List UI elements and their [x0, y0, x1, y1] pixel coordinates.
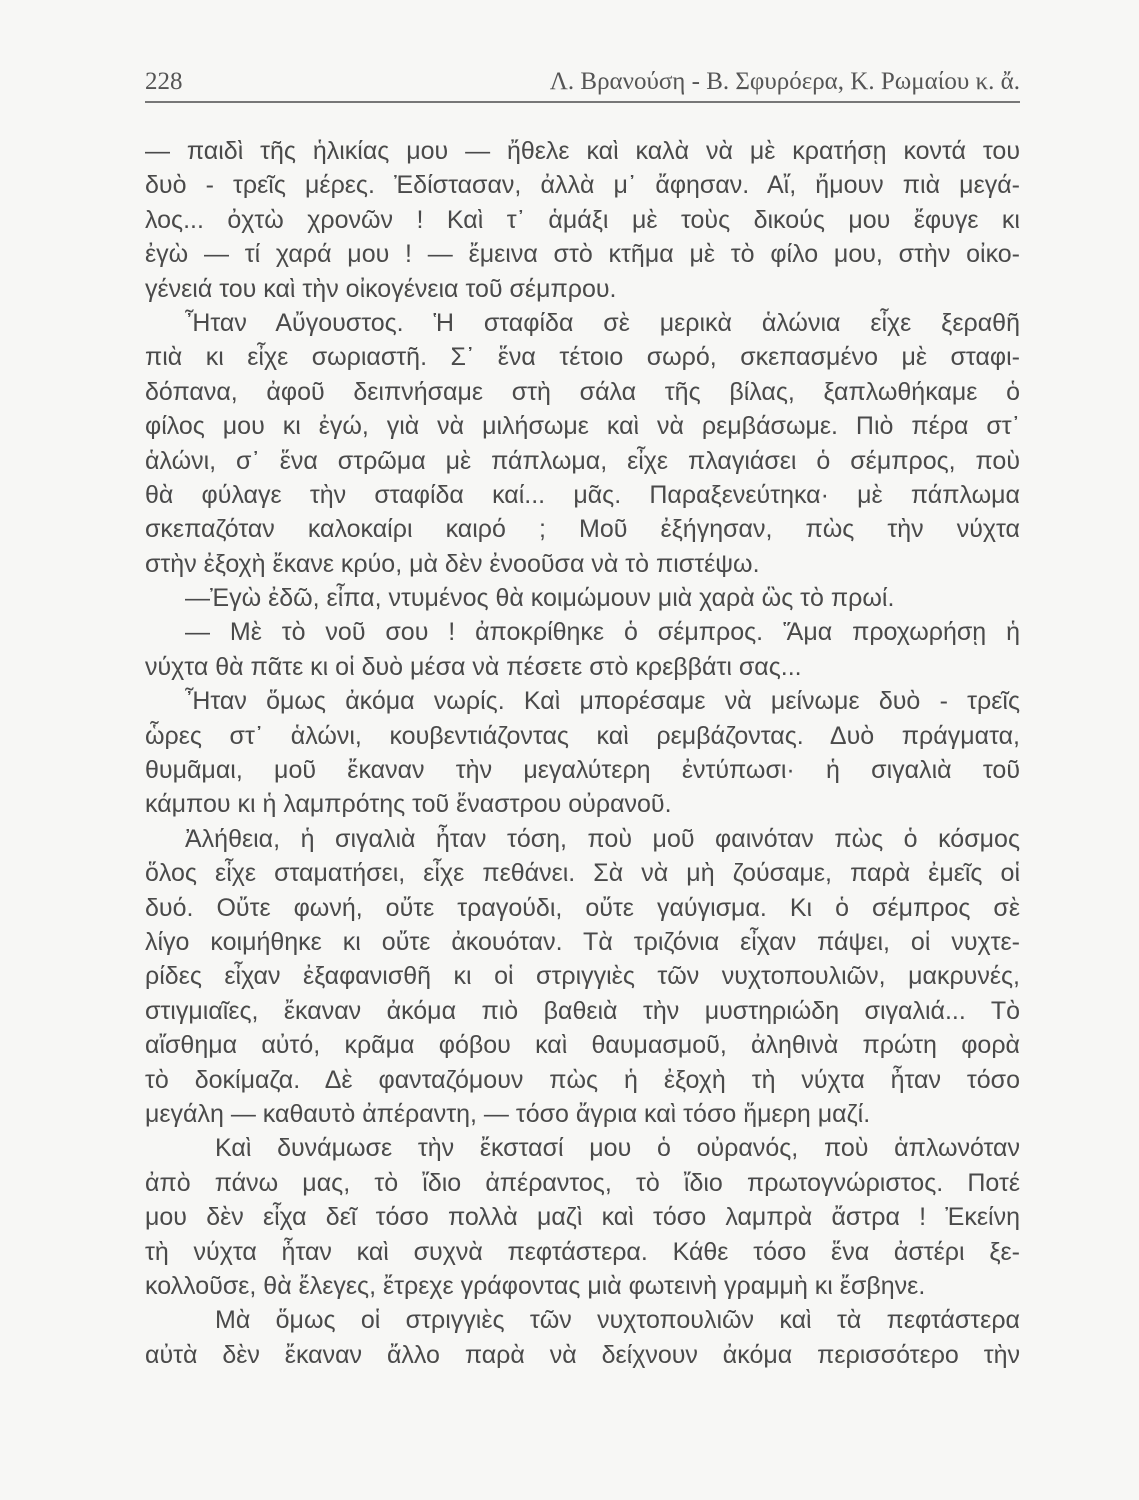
text-line: πιὰ κι εἶχε σωριαστῆ. Σ᾽ ἕνα τέτοιο σωρό, σκεπασμένο μὲ σταφι- [145, 343, 1020, 372]
text-line: Ἦταν ὅμως ἀκόμα νωρίς. Καὶ μπορέσαμε νὰ μείνωμε δυὸ - τρεῖς [185, 687, 1020, 716]
text-line: ὅλος εἶχε σταματήσει, εἶχε πεθάνει. Σὰ νὰ μὴ ζούσαμε, παρὰ ἐμεῖς οἱ [145, 859, 1020, 888]
text-line: μεγάλη — καθαυτὸ ἀπέραντη, — τόσο ἄγρια καὶ τόσο ἥμερη μαζί. [145, 1099, 871, 1128]
text-line: Ἦταν Αὔγουστος. Ἡ σταφίδα σὲ μερικὰ ἁλώνια εἶχε ξεραθῆ [185, 308, 1020, 337]
text-line: — Μὲ τὸ νοῦ σου ! ἀποκρίθηκε ὁ σέμπρος. Ἅμα προχωρήσῃ ἡ [185, 618, 1020, 647]
text-line: δυὸ - τρεῖς μέρες. Ἐδίστασαν, ἀλλὰ μ᾽ ἄφησαν. Αἴ, ἤμουν πιὰ μεγά- [145, 171, 1020, 200]
text-line: κολλοῦσε, θὰ ἔλεγες, ἔτρεχε γράφοντας μιὰ φωτεινὴ γραμμὴ κι ἔσβηνε. [145, 1271, 926, 1300]
text-line: τὴ νύχτα ἦταν καὶ συχνὰ πεφτάστερα. Κάθε τόσο ἕνα ἀστέρι ξε- [145, 1237, 1020, 1266]
text-line: γένειά του καὶ τὴν οἰκογένεια τοῦ σέμπρου. [145, 274, 617, 303]
running-header [145, 68, 1020, 98]
text-line: σκεπαζόταν καλοκαίρι καιρό ; Μοῦ ἐξήγησαν, πὼς τὴν νύχτα [145, 515, 1020, 544]
text-line: λος... ὀχτὼ χρονῶν ! Καὶ τ᾽ ἁμάξι μὲ τοὺς δικούς μου ἔφυγε κι [145, 205, 1020, 234]
text-line: στιγμιαῖες, ἔκαναν ἀκόμα πιὸ βαθειὰ τὴν μυστηριώδη σιγαλιά... Τὸ [145, 996, 1020, 1025]
text-line: Καὶ δυνάμωσε τὴν ἔκστασί μου ὁ οὐρανός, ποὺ ἁπλωνόταν [215, 1134, 1020, 1163]
text-line: ἁλώνι, σ᾽ ἕνα στρῶμα μὲ πάπλωμα, εἶχε πλαγιάσει ὁ σέμπρος, ποὺ [145, 446, 1020, 475]
page-number: 228 [145, 68, 183, 95]
text-line: δόπανα, ἀφοῦ δειπνήσαμε στὴ σάλα τῆς βίλας, ξαπλωθήκαμε ὁ [145, 377, 1020, 406]
text-line: ὧρες στ᾽ ἁλώνι, κουβεντιάζοντας καὶ ρεμβάζοντας. Δυὸ πράγματα, [145, 721, 1020, 750]
text-line: Μὰ ὅμως οἱ στριγγιὲς τῶν νυχτοπουλιῶν καὶ τὰ πεφτάστερα [215, 1306, 1020, 1335]
text-line: δυό. Οὔτε φωνή, οὔτε τραγούδι, οὔτε γαύγισμα. Κι ὁ σέμπρος σὲ [145, 893, 1020, 922]
text-line: λίγο κοιμήθηκε κι οὔτε ἀκουόταν. Τὰ τριζόνια εἶχαν πάψει, οἱ νυχτε- [145, 927, 1020, 956]
text-line: θὰ φύλαγε τὴν σταφίδα καί... μᾶς. Παραξενεύτηκα· μὲ πάπλωμα [145, 480, 1020, 509]
text-line: ρίδες εἶχαν ἐξαφανισθῆ κι οἱ στριγγιὲς τῶν νυχτοπουλιῶν, μακρυνές, [145, 962, 1020, 991]
text-line: μου δὲν εἶχα δεῖ τόσο πολλὰ μαζὶ καὶ τόσο λαμπρὰ ἄστρα ! Ἐκείνη [145, 1203, 1020, 1232]
text-line: ἀπὸ πάνω μας, τὸ ἴδιο ἀπέραντος, τὸ ἴδιο πρωτογνώριστος. Ποτέ [145, 1168, 1020, 1197]
text-line: αὐτὰ δὲν ἔκαναν ἄλλο παρὰ νὰ δείχνουν ἀκόμα περισσότερο τὴν [145, 1340, 1020, 1369]
text-line: θυμᾶμαι, μοῦ ἔκαναν τὴν μεγαλύτερη ἐντύπωσι· ἡ σιγαλιὰ τοῦ [145, 756, 1020, 785]
text-line: τὸ δοκίμαζα. Δὲ φανταζόμουν πὼς ἡ ἐξοχὴ τὴ νύχτα ἦταν τόσο [145, 1065, 1020, 1094]
header-rule [145, 101, 1020, 103]
text-line: φίλος μου κι ἐγώ, γιὰ νὰ μιλήσωμε καὶ νὰ ρεμβάσωμε. Πιὸ πέρα στ᾽ [145, 412, 1020, 441]
text-line: Ἀλήθεια, ἡ σιγαλιὰ ἦταν τόση, ποὺ μοῦ φαινόταν πὼς ὁ κόσμος [185, 824, 1020, 853]
text-line: —Ἐγὼ ἐδῶ, εἶπα, ντυμένος θὰ κοιμώμουν μιὰ χαρὰ ὣς τὸ πρωί. [185, 584, 895, 613]
text-line: νύχτα θὰ πᾶτε κι οἱ δυὸ μέσα νὰ πέσετε στὸ κρεββάτι σας... [145, 652, 802, 681]
text-line: κάμπου κι ἡ λαμπρότης τοῦ ἔναστρου οὐρανοῦ. [145, 790, 672, 819]
text-line: — παιδὶ τῆς ἡλικίας μου — ἤθελε καὶ καλὰ νὰ μὲ κρατήσῃ κοντά του [145, 137, 1020, 165]
running-head-authors: Λ. Βρανούση - Β. Σφυρόερα, Κ. Ρωμαίου κ. ἄ. [549, 68, 1020, 95]
text-line: αἴσθημα αὐτό, κρᾶμα φόβου καὶ θαυμασμοῦ, ἀληθινὰ πρώτη φορὰ [145, 1031, 1020, 1060]
text-line: ἐγὼ — τί χαρά μου ! — ἔμεινα στὸ κτῆμα μὲ τὸ φίλο μου, στὴν οἰκο- [145, 240, 1020, 269]
body-text [145, 134, 1020, 1372]
text-line: στὴν ἐξοχὴ ἔκανε κρύο, μὰ δὲν ἐνοοῦσα νὰ τὸ πιστέψω. [145, 549, 760, 578]
